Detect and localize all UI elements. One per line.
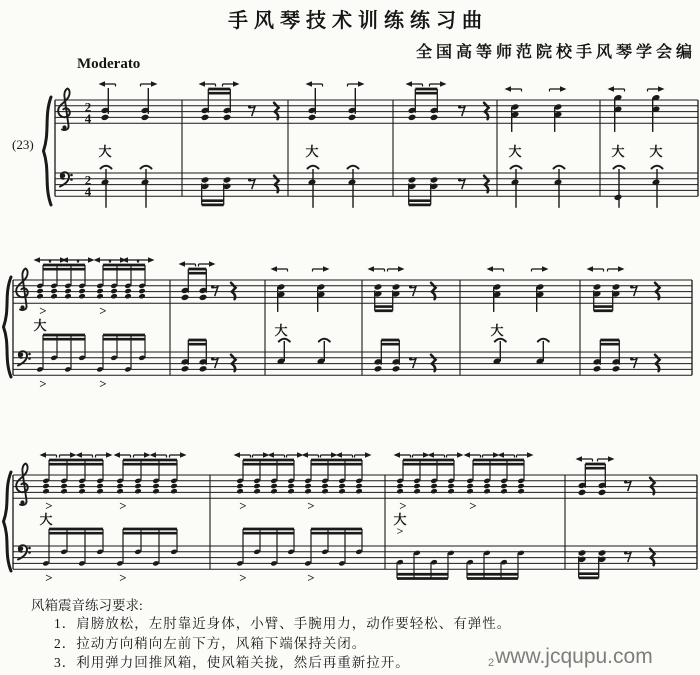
arrowhead [368, 266, 375, 271]
arrowhead [199, 81, 206, 86]
quarter-rest-icon [431, 283, 436, 300]
arrowhead [428, 452, 435, 457]
arrowhead [99, 81, 106, 86]
arrowhead [122, 257, 129, 262]
arrowhead [34, 257, 41, 262]
arrowhead [234, 452, 241, 457]
arrowhead [398, 266, 405, 271]
quarter-rest-icon [274, 103, 279, 120]
arrowhead [179, 261, 186, 266]
quarter-rest-icon [650, 478, 655, 495]
time-signature-denominator: 4 [84, 184, 92, 200]
arrowhead [658, 86, 665, 91]
arrowhead [542, 266, 549, 271]
arrowhead [271, 266, 278, 271]
arrowhead [268, 452, 275, 457]
system-brace-icon [4, 472, 12, 571]
treble-clef-icon [16, 269, 28, 311]
byline: 全国高等师范院校手风琴学会编 [415, 44, 696, 61]
arrowhead [608, 456, 615, 461]
accent-mark: > [99, 303, 107, 319]
arrowhead [608, 86, 615, 91]
page-title: 手风琴技术训练练习曲 [228, 10, 488, 32]
requirement-item-2: 2．拉动方向稍向左前下方，风箱下端保持关闭。 [54, 636, 367, 651]
watermark-text: www.jcqupu.com [495, 645, 653, 668]
arrowhead [587, 266, 594, 271]
time-signature-numerator: 2 [84, 172, 92, 188]
arrowhead [560, 86, 567, 91]
arrowhead [62, 257, 69, 262]
accent-mark: > [99, 376, 107, 392]
treble-clef-icon [58, 89, 70, 131]
da-mark: 大 [611, 144, 625, 159]
da-mark: 大 [39, 512, 53, 527]
system-brace-icon [4, 277, 12, 377]
arrowhead [505, 86, 512, 91]
da-mark: 大 [649, 144, 663, 159]
quarter-rest-icon [231, 283, 236, 300]
da-mark: 大 [490, 323, 504, 338]
piece-number: (23) [12, 137, 34, 152]
quarter-rest-icon [484, 176, 489, 193]
quarter-rest-icon [655, 355, 660, 372]
arrowhead [487, 266, 494, 271]
system-2 [4, 257, 693, 391]
system-brace-icon [44, 97, 52, 205]
accent-mark: > [45, 570, 53, 586]
arrowhead [394, 452, 401, 457]
bass-accent-cap [348, 166, 359, 169]
watermark-prefix: 2 [488, 657, 495, 669]
arrowhead [306, 81, 313, 86]
arrowhead [576, 456, 583, 461]
accent-mark: > [469, 498, 477, 514]
da-mark: 大 [305, 144, 319, 159]
arrowhead [106, 452, 113, 457]
arrowhead [323, 266, 330, 271]
accent-mark: > [119, 498, 127, 514]
accent-mark: > [307, 570, 315, 586]
arrowhead [148, 257, 155, 262]
quarter-rest-icon [655, 283, 660, 300]
arrowhead [76, 452, 83, 457]
arrowhead [457, 452, 464, 457]
arrowhead [209, 261, 216, 266]
bass-accent-cap [101, 166, 112, 169]
watermark [488, 645, 653, 669]
arrowhead [464, 452, 471, 457]
bass-accent-cap [652, 166, 663, 169]
arrowhead [440, 81, 447, 86]
accent-mark: > [39, 303, 47, 319]
time-signature-denominator: 4 [84, 111, 92, 127]
arrowhead [527, 452, 534, 457]
arrowhead [498, 452, 505, 457]
accent-mark: > [119, 570, 127, 586]
bass-accent-cap [511, 166, 522, 169]
arrowhead [618, 266, 625, 271]
quarter-rest-icon [484, 103, 489, 120]
system-1 [44, 81, 699, 208]
arrowhead [302, 452, 309, 457]
arrowhead [40, 452, 47, 457]
da-mark: 大 [393, 512, 407, 527]
accent-mark: > [39, 376, 47, 392]
arrowhead [180, 452, 187, 457]
treble-clef-icon [16, 464, 28, 506]
arrowhead [114, 452, 121, 457]
requirement-item-1: 1．肩膀放松，左肘靠近身体，小臂、手腕用力，动作要轻松、有弹性。 [54, 616, 512, 631]
arrowhead [150, 452, 157, 457]
accent-mark: > [396, 524, 404, 538]
arrowhead [151, 81, 158, 86]
time-signature-numerator: 2 [84, 99, 92, 115]
bass-accent-cap [308, 166, 319, 169]
quarter-rest-icon [231, 355, 236, 372]
quarter-rest-icon [431, 355, 436, 372]
arrowhead [365, 452, 372, 457]
requirement-item-3: 3．利用弹力回推风箱，使风箱关拢，然后再重新拉开。 [54, 655, 410, 670]
arrowhead [233, 81, 240, 86]
system-3 [4, 452, 698, 585]
tempo-marking: Moderato [77, 56, 141, 72]
bass-accent-cap [141, 166, 152, 169]
bass-accent-cap [614, 166, 625, 169]
accent-mark: > [307, 498, 315, 514]
accent-mark: > [239, 498, 247, 514]
arrowhead [94, 257, 101, 262]
da-mark: 大 [98, 144, 112, 159]
bass-accent-cap [554, 166, 565, 169]
arrowhead [336, 452, 343, 457]
accent-mark: > [239, 570, 247, 586]
arrowhead [358, 81, 365, 86]
quarter-rest-icon [274, 176, 279, 193]
arrowhead [406, 81, 413, 86]
da-mark: 大 [508, 144, 522, 159]
quarter-rest-icon [650, 549, 655, 566]
accent-mark: > [399, 498, 407, 514]
accent-mark: > [45, 498, 53, 514]
requirements-heading: 风箱震音练习要求: [31, 598, 143, 613]
da-mark: 大 [274, 323, 288, 338]
da-mark: 大 [33, 318, 47, 333]
